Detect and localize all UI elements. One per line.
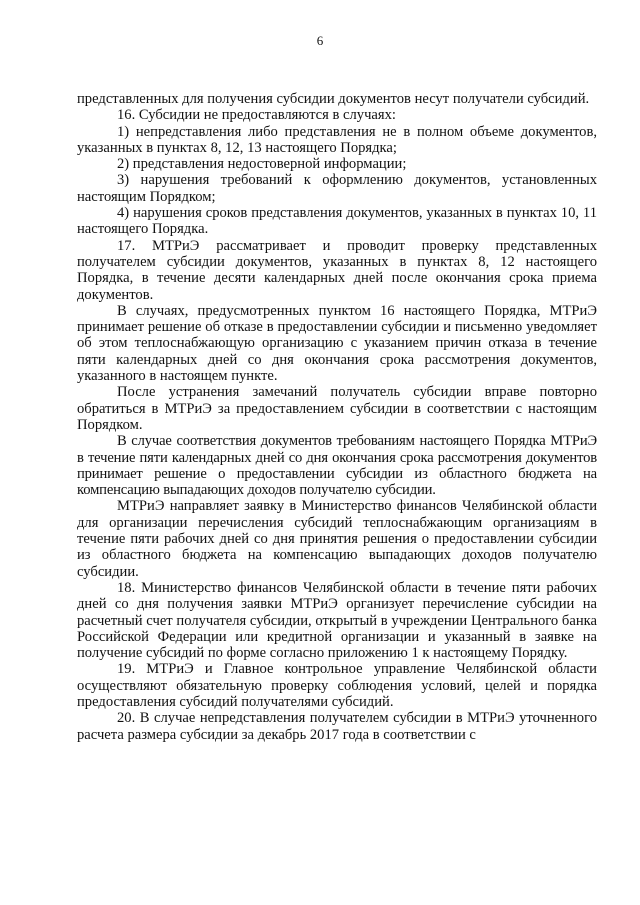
paragraph-18: 18. Министерство финансов Челябинской области в течение пяти рабочих дней со дня получения заявки МТРиЭ организует перечисление субсидии на расчетный счет получателя субсидии, открытый в учреждении Центрального банка Российской Федерации или кредитной организации и указанный в заявке на получение субсидий по форме согласно приложению 1 к настоящему Порядку.	[77, 579, 597, 662]
paragraph-20: 20. В случае непредставления получателем субсидии в МТРиЭ уточненного расчета размера субсидии за декабрь 2017 года в соответствии с	[77, 710, 597, 743]
paragraph-17-approval: В случае соответствия документов требованиям настоящего Порядка МТРиЭ в течение пяти календарных дней со дня окончания срока рассмотрения документов принимает решение о предоставлении субсидии из областного бюджета на компенсацию выпадающих доходов получателю субсидии.	[77, 433, 597, 499]
paragraph-17-request: МТРиЭ направляет заявку в Министерство финансов Челябинской области для организации перечисления субсидий теплоснабжающим организациям в течение пяти рабочих дней со дня принятия решения о предоставлении субсидии из областного бюджета на компенсацию выпадающих доходов получателю субсидии.	[77, 498, 597, 580]
paragraph-continuation: представленных для получения субсидии документов несут получатели субсидий.	[77, 91, 590, 107]
paragraph-16-heading: 16. Субсидии не предоставляются в случаях:	[117, 107, 396, 124]
paragraph-17: 17. МТРиЭ рассматривает и проводит проверку представленных получателем субсидии документов, указанных в пунктах 8, 12 настоящего Порядка, в течение десяти календарных дней после окончания срока приема документов.	[77, 237, 597, 303]
paragraph-16-item-1: 1) непредставления либо представления не в полном объеме документов, указанных в пунктах 8, 12, 13 настоящего Порядка;	[77, 123, 597, 156]
document-body	[77, 91, 597, 743]
paragraph-16-item-3: 3) нарушения требований к оформлению документов, установленных настоящим Порядком;	[77, 172, 597, 205]
paragraph-19: 19. МТРиЭ и Главное контрольное управление Челябинской области осуществляют обязательную проверку соблюдения условий, целей и порядка предоставления субсидий получателями субсидий.	[77, 661, 597, 710]
paragraph-17-resubmission: После устранения замечаний получатель субсидии вправе повторно обратиться в МТРиЭ за предоставлением субсидии в соответствии с настоящим Порядком.	[77, 384, 597, 433]
page-number: 6	[316, 33, 324, 48]
paragraph-17-refusal: В случаях, предусмотренных пунктом 16 настоящего Порядка, МТРиЭ принимает решение об отказе в предоставлении субсидии и письменно уведомляет об этом теплоснабжающую организацию с указанием причин отказа в течение пяти календарных дней со дня окончания срока рассмотрения документов, указанного в настоящем пункте.	[77, 302, 597, 385]
paragraph-16-item-2: 2) представления недостоверной информации;	[117, 156, 407, 173]
paragraph-16-item-4: 4) нарушения сроков представления документов, указанных в пунктах 10, 11 настоящего Порядка.	[77, 205, 597, 238]
